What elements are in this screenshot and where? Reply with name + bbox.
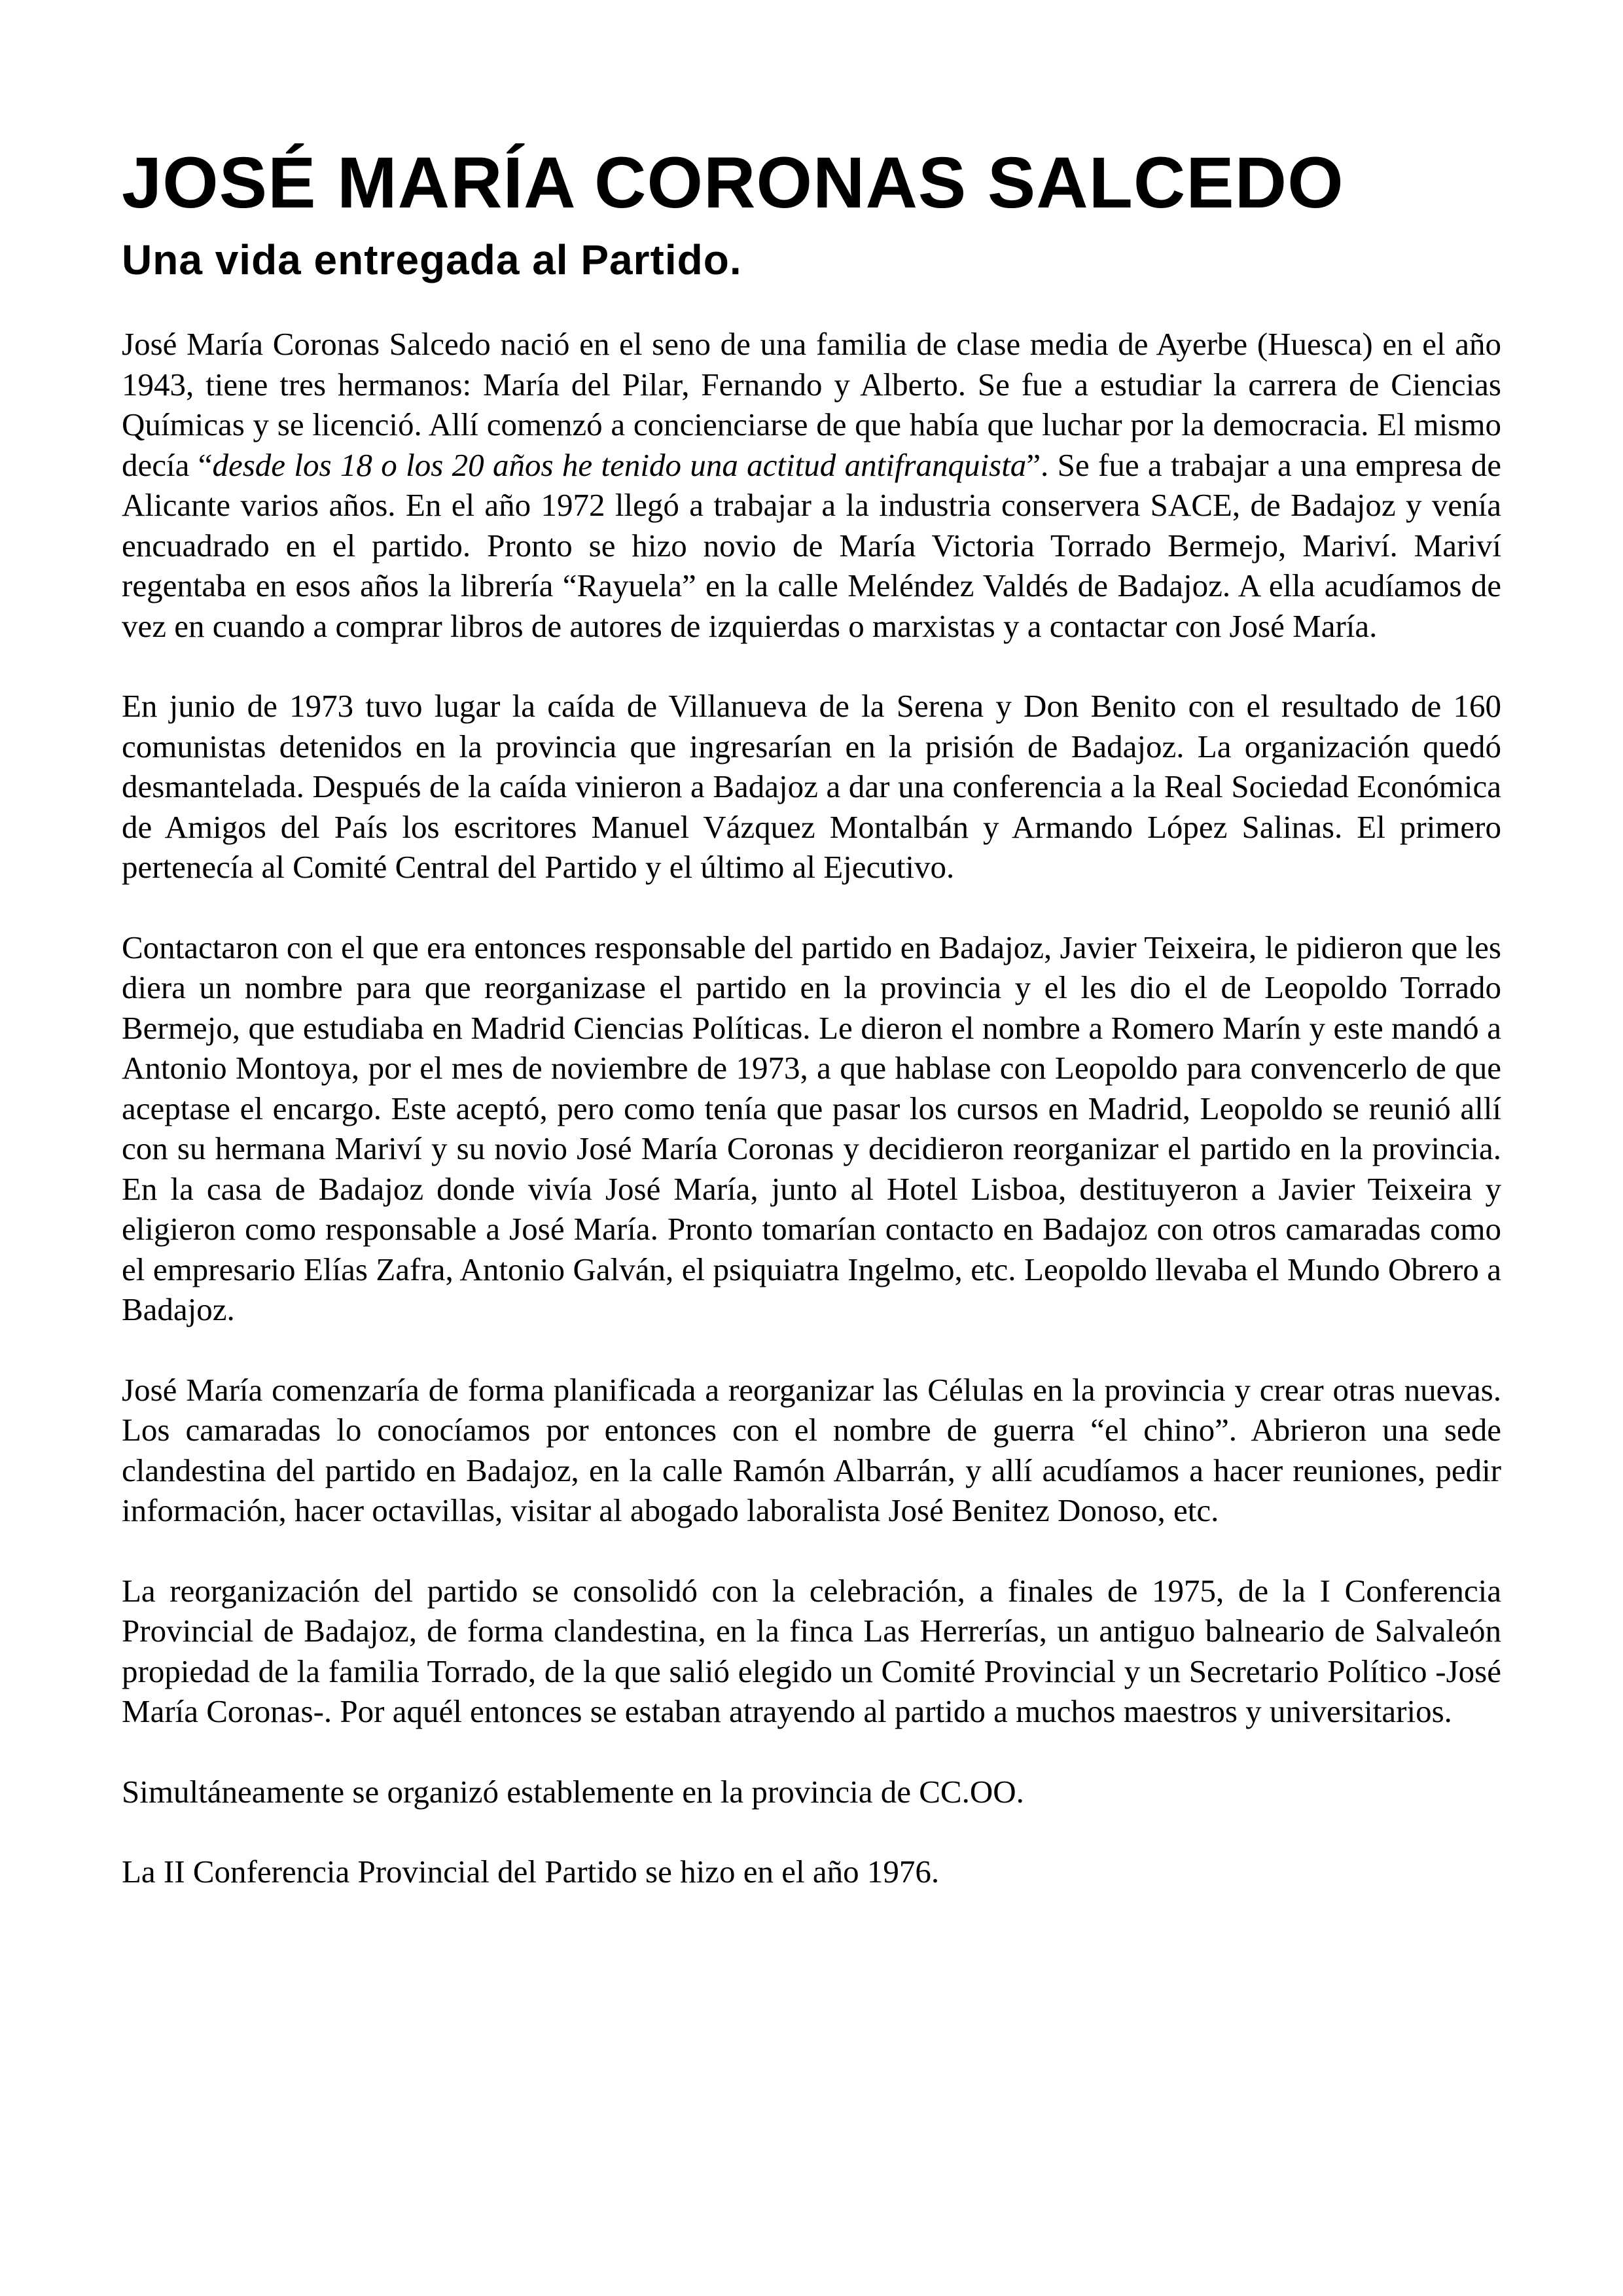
paragraph-1-text-b: ”. Se fue a trabajar a una empresa de Alicante varios años. En el año 1972 llegó a trabajar a la industria conservera SACE, de Badajoz y venía encuadrado en el partido. Pronto se hizo novio de María Victoria Torrado Bermejo, Mariví. Mariví regentaba en esos años la librería “Rayuela” en la calle Meléndez Valdés de Badajoz. A ella acudíamos de vez en cuando a comprar libros de autores de izquierdas o marxistas y a contactar con José María. [122, 446, 1501, 644]
paragraph-4: José María comenzaría de forma planificada a reorganizar las Células en la provincia y crear otras nuevas. Los camaradas lo conocíamos por entonces con el nombre de guerra “el chino”. Abrieron una sede clandestina del partido en Badajoz, en la calle Ramón Albarrán, y allí acudíamos a hacer reuniones, pedir información, hacer octavillas, visitar al abogado laboralista José Benitez Donoso, etc. [122, 1371, 1501, 1528]
paragraph-6: Simultáneamente se organizó establemente en la provincia de CC.OO. [122, 1773, 1024, 1810]
paragraph-1-quote: desde los 18 o los 20 años he tenido una actitud antifranquista [212, 446, 1027, 483]
paragraph-1 [122, 324, 1501, 646]
paragraph-7: La II Conferencia Provincial del Partido se hizo en el año 1976. [122, 1854, 940, 1890]
paragraph-5: La reorganización del partido se consolidó con la celebración, a finales de 1975, de la I Conferencia Provincial de Badajoz, de forma clandestina, en la finca Las Herrerías, un antiguo balneario de Salvaleón propiedad de la familia Torrado, de la que salió elegido un Comité Provincial y un Secretario Político -José María Coronas-. Por aquél entonces se estaban atrayendo al partido a muchos maestros y universitarios. [122, 1572, 1501, 1729]
paragraph-1-text-a: José María Coronas Salcedo nació en el seno de una familia de clase media de Ayerbe (Huesca) en el año 1943, tiene tres hermanos: María del Pilar, Fernando y Alberto. Se fue a estudiar la carrera de Ciencias Químicas y se licenció. Allí comenzó a concienciarse de que había que luchar por la democracia. El mismo decía “ [122, 326, 1501, 483]
page-title: JOSÉ MARÍA CORONAS SALCEDO [122, 143, 1344, 223]
article-body [122, 324, 1501, 1892]
page-subtitle: Una vida entregada al Partido. [122, 236, 742, 283]
paragraph-2: En junio de 1973 tuvo lugar la caída de Villanueva de la Serena y Don Benito con el resultado de 160 comunistas detenidos en la provincia que ingresarían en la prisión de Badajoz. La organización quedó desmantelada. Después de la caída vinieron a Badajoz a dar una conferencia a la Real Sociedad Económica de Amigos del País los escritores Manuel Vázquez Montalbán y Armando López Salinas. El primero pertenecía al Comité Central del Partido y el último al Ejecutivo. [122, 688, 1501, 885]
document-page [122, 141, 1501, 1932]
paragraph-3: Contactaron con el que era entonces responsable del partido en Badajoz, Javier Teixeira, le pidieron que les diera un nombre para que reorganizase el partido en la provincia y el les dio el de Leopoldo Torrado Bermejo, que estudiaba en Madrid Ciencias Políticas. Le dieron el nombre a Romero Marín y este mandó a Antonio Montoya, por el mes de noviembre de 1973, a que hablase con Leopoldo para convencerlo de que aceptase el encargo. Este aceptó, pero como tenía que pasar los cursos en Madrid, Leopoldo se reunió allí con su hermana Mariví y su novio José María Coronas y decidieron reorganizar el partido en la provincia. En la casa de Badajoz donde vivía José María, junto al Hotel Lisboa, destituyeron a Javier Teixeira y eligieron como responsable a José María. Pronto tomarían contacto en Badajoz con otros camaradas como el empresario Elías Zafra, Antonio Galván, el psiquiatra Ingelmo, etc. Leopoldo llevaba el Mundo Obrero a Badajoz. [122, 929, 1501, 1327]
